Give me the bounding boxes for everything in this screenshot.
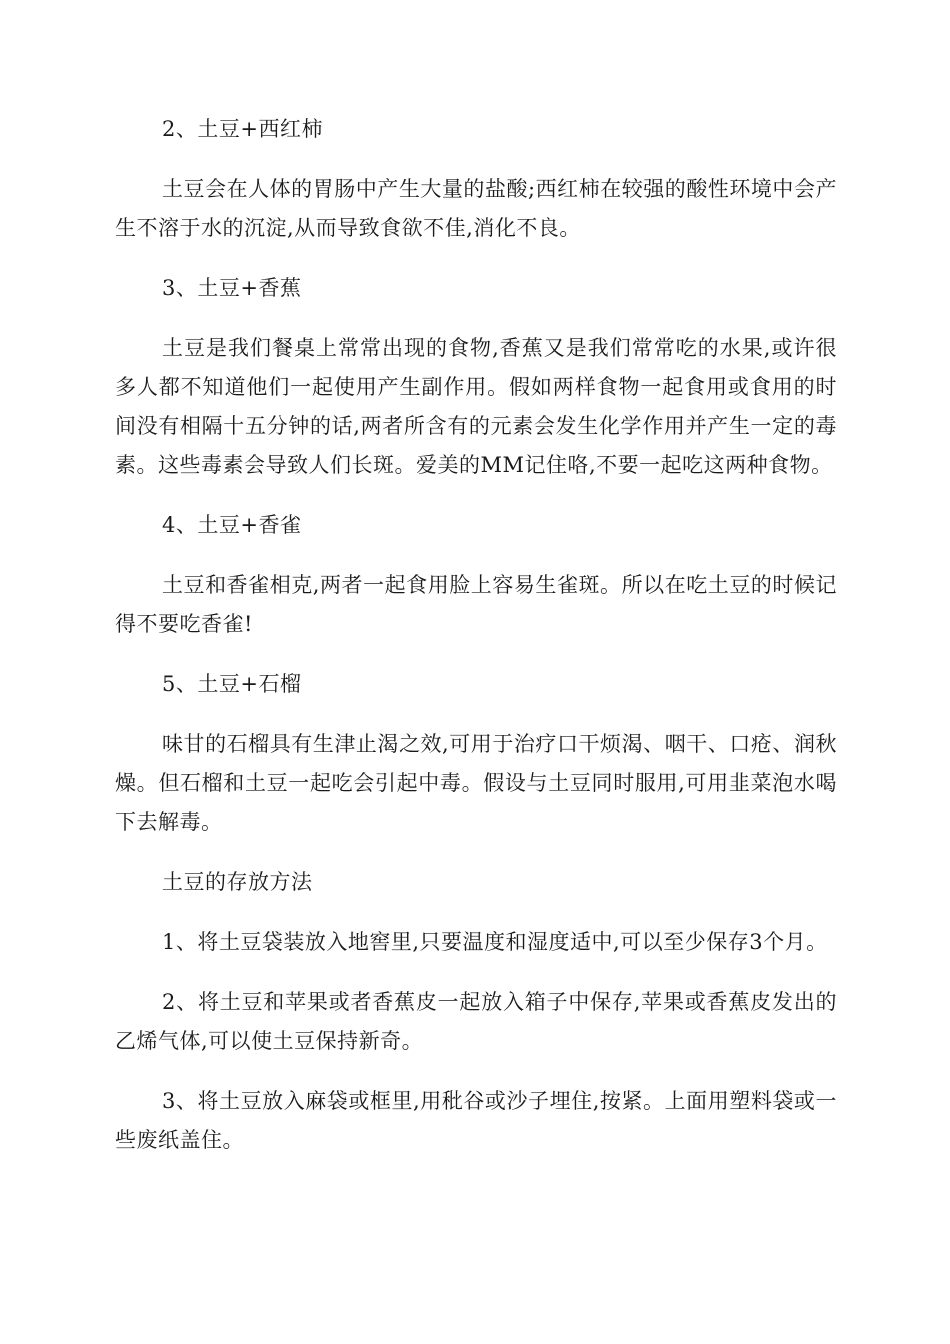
paragraph-potato-xiangque: 土豆和香雀相克,两者一起食用脸上容易生雀斑。所以在吃土豆的时候记得不要吃香雀! — [115, 573, 837, 636]
paragraph-potato-pomegranate: 味甘的石榴具有生津止渴之效,可用于治疗口干烦渴、咽干、口疮、润秋燥。但石榴和土豆一起吃会引起中毒。假设与土豆同时服用,可用韭菜泡水喝下去解毒。 — [115, 732, 837, 834]
heading-potato-xiangque: 4、土豆+香雀 — [162, 513, 302, 537]
heading-potato-banana: 3、土豆+香蕉 — [162, 276, 302, 300]
document-body — [115, 110, 837, 1181]
storage-method-3: 3、将土豆放入麻袋或框里,用秕谷或沙子埋住,按紧。上面用塑料袋或一些废纸盖住。 — [115, 1089, 837, 1152]
storage-method-2: 2、将土豆和苹果或者香蕉皮一起放入箱子中保存,苹果或香蕉皮发出的乙烯气体,可以使土豆保持新奇。 — [115, 990, 837, 1053]
paragraph-potato-banana: 土豆是我们餐桌上常常出现的食物,香蕉又是我们常常吃的水果,或许很多人都不知道他们一起使用产生副作用。假如两样食物一起食用或食用的时间没有相隔十五分钟的话,两者所含有的元素会发生化学作用并产生一定的毒素。这些毒素会导致人们长斑。爱美的MM记住咯,不要一起吃这两种食物。 — [115, 336, 837, 477]
heading-storage-methods: 土豆的存放方法 — [162, 870, 313, 894]
heading-potato-tomato: 2、土豆+西红柿 — [162, 117, 323, 141]
storage-method-1: 1、将土豆袋装放入地窖里,只要温度和湿度适中,可以至少保存3个月。 — [162, 930, 828, 954]
heading-potato-pomegranate: 5、土豆+石榴 — [162, 672, 302, 696]
paragraph-potato-tomato: 土豆会在人体的胃肠中产生大量的盐酸;西红柿在较强的酸性环境中会产生不溶于水的沉淀,从而导致食欲不佳,消化不良。 — [115, 177, 837, 240]
